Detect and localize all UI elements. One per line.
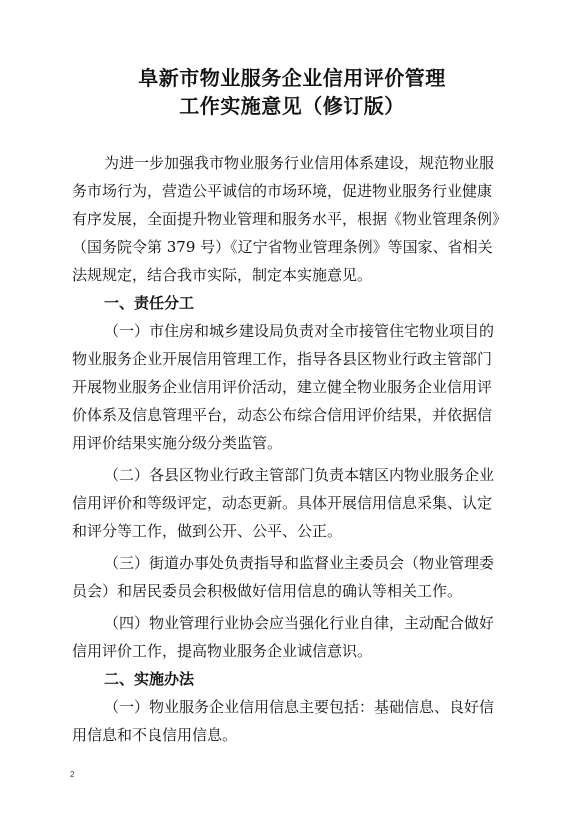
document-title-line-1: 阜新市物业服务企业信用评价管理	[138, 66, 446, 90]
document-title-line-2: 工作实施意见（修订版）	[179, 94, 405, 118]
paragraph-line: 和评分等工作，做到公开、公平、公正。	[72, 522, 343, 540]
section-heading-implementation: 二、实施办法	[104, 670, 195, 688]
paragraph-line: （一）市住房和城乡建设局负责对全市接管住宅物业项目的	[104, 322, 495, 340]
intro-line: 务市场行为，营造公平诚信的市场环境，促进物业服务行业健康	[72, 182, 493, 200]
paragraph-line: 物业服务企业开展信用管理工作，指导各县区物业行政主管部门	[72, 350, 493, 368]
paragraph-line: （二）各县区物业行政主管部门负责本辖区内物业服务企业	[104, 466, 495, 484]
paragraph-line: 开展物业服务企业信用评价活动，建立健全物业服务企业信用评	[72, 378, 493, 396]
intro-line: 法规规定，结合我市实际，制定本实施意见。	[72, 266, 373, 284]
paragraph-line: 用信息和不良信用信息。	[72, 726, 238, 744]
paragraph-line: 价体系及信息管理平台，动态公布综合信用评价结果，并依据信	[72, 406, 493, 424]
paragraph-line: （三）街道办事处负责指导和监督业主委员会（物业管理委	[104, 554, 495, 572]
paragraph-line: 信用评价工作，提高物业服务企业诚信意识。	[72, 642, 373, 660]
section-heading-responsibilities: 一、责任分工	[104, 294, 195, 312]
intro-line: 为进一步加强我市物业服务行业信用体系建设，规范物业服	[104, 154, 495, 172]
paragraph-line: 员会）和居民委员会积极做好信用信息的确认等相关工作。	[72, 582, 463, 600]
page-number: 2	[70, 770, 75, 779]
paragraph-line: 信用评价和等级评定，动态更新。具体开展信用信息采集、认定	[72, 494, 493, 512]
intro-line: 有序发展，全面提升物业管理和服务水平，根据《物业管理条例》	[72, 210, 508, 228]
paragraph-line: （一）物业服务企业信用信息主要包括：基础信息、良好信	[104, 698, 495, 716]
paragraph-line: 用评价结果实施分级分类监管。	[72, 434, 283, 452]
intro-line: （国务院令第 379 号）《辽宁省物业管理条例》等国家、省相关	[72, 238, 493, 256]
paragraph-line: （四）物业管理行业协会应当强化行业自律，主动配合做好	[104, 614, 495, 632]
